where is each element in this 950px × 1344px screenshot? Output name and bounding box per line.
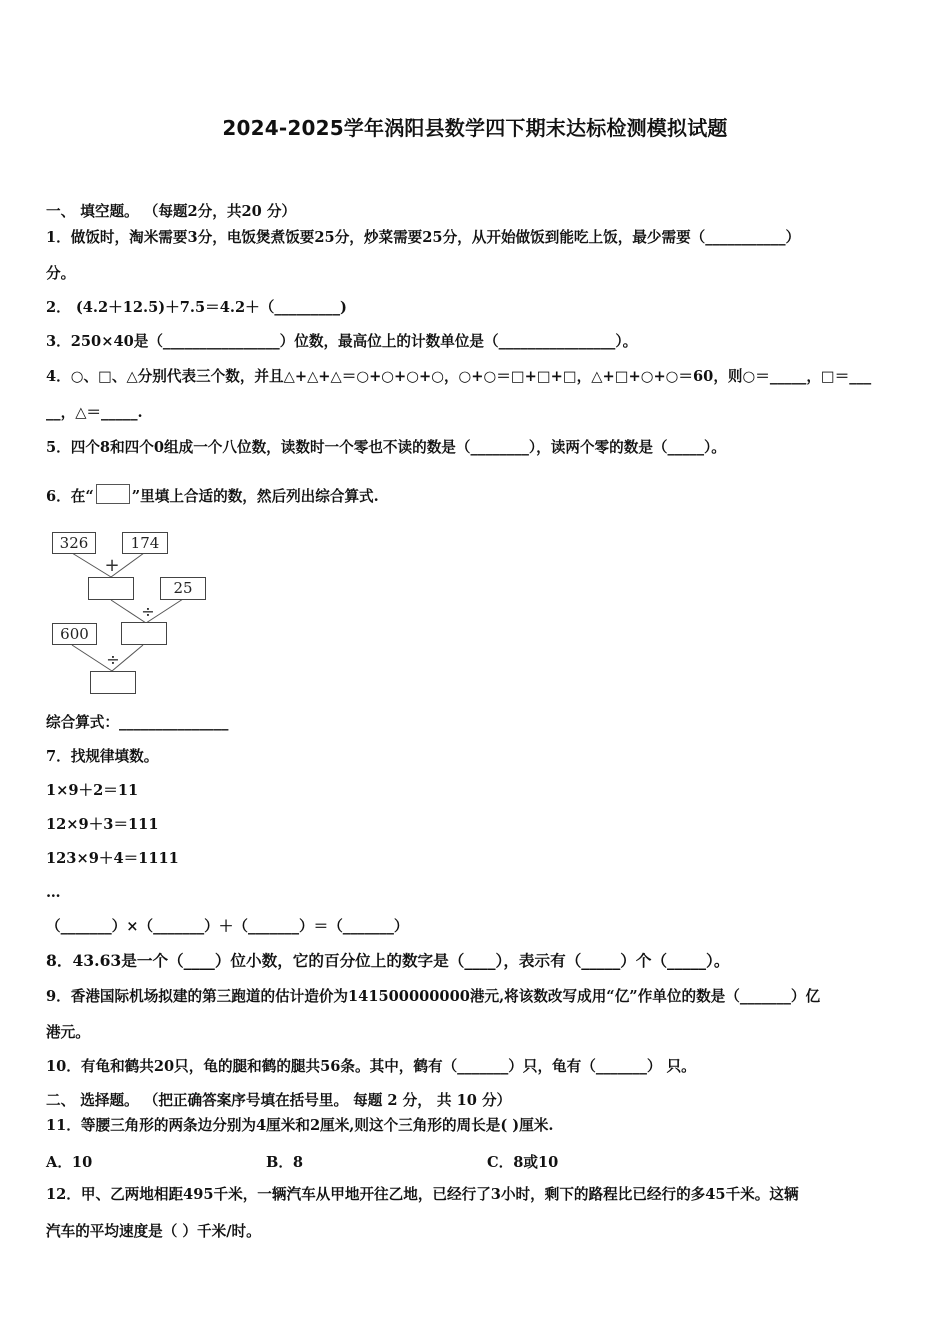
option-c: C．8或10 bbox=[487, 1154, 559, 1171]
pattern-row-blank: （_______）×（_______）＋（_______）＝（_______） bbox=[46, 918, 409, 935]
figure-number-326: 326 bbox=[52, 532, 96, 554]
pattern-ellipsis: … bbox=[46, 884, 61, 901]
question-12-continued: 汽车的平均速度是（ ）千米/时。 bbox=[46, 1223, 261, 1240]
plus-operator: + bbox=[104, 555, 120, 576]
question-6-suffix: ”里填上合适的数，然后列出综合算式. bbox=[131, 488, 379, 505]
question-1-continued: 分。 bbox=[46, 265, 76, 282]
question-2: 2． (4.2＋12.5)＋7.5＝4.2＋（_________) bbox=[46, 299, 347, 316]
pattern-row-3: 123×9＋4＝1111 bbox=[46, 850, 179, 867]
option-b: B．8 bbox=[266, 1154, 304, 1171]
question-11: 11．等腰三角形的两条边分别为4厘米和2厘米,则这个三角形的周长是( )厘米. bbox=[46, 1117, 554, 1134]
figure-blank-box-1 bbox=[88, 577, 134, 600]
question-7: 7．找规律填数。 bbox=[46, 748, 159, 765]
divide-operator-2: ÷ bbox=[106, 650, 120, 669]
figure-number-174: 174 bbox=[122, 532, 168, 554]
pattern-row-2: 12×9＋3＝111 bbox=[46, 816, 159, 833]
question-3: 3．250×40是（________________）位数，最高位上的计数单位是（________________）。 bbox=[46, 333, 638, 350]
figure-blank-box-3 bbox=[90, 671, 136, 694]
combined-formula-line: 综合算式：_______________ bbox=[46, 714, 229, 731]
page-title: 2024-2025学年涡阳县数学四下期末达标检测模拟试题 bbox=[222, 116, 728, 140]
divide-operator-1: ÷ bbox=[141, 602, 155, 621]
blank-box-icon bbox=[96, 484, 130, 504]
question-9: 9．香港国际机场拟建的第三跑道的估计造价为141500000000港元,将该数改写成用“亿”作单位的数是（_______）亿 bbox=[46, 988, 821, 1005]
pattern-row-1: 1×9＋2＝11 bbox=[46, 782, 139, 799]
question-1: 1．做饭时，淘米需要3分，电饭煲煮饭要25分，炒菜需要25分，从开始做饭到能吃上饭，最少需要（___________） bbox=[46, 229, 801, 246]
question-12: 12．甲、乙两地相距495千米，一辆汽车从甲地开往乙地，已经行了3小时，剩下的路程比已经行的多45千米。这辆 bbox=[46, 1186, 799, 1203]
section-heading-fill-blank: 一、 填空题。 （每题2分，共20 分） bbox=[46, 203, 297, 220]
question-9-continued: 港元。 bbox=[46, 1024, 90, 1041]
question-4-continued: __，△＝_____. bbox=[46, 404, 143, 421]
question-6 bbox=[46, 484, 908, 507]
question-10: 10．有龟和鹤共20只，龟的腿和鹤的腿共56条。其中，鹤有（_______）只，龟有（_______） 只。 bbox=[46, 1058, 696, 1075]
figure-number-25: 25 bbox=[160, 577, 206, 600]
question-5: 5．四个8和四个0组成一个八位数，读数时一个零也不读的数是（________），读两个零的数是（_____）。 bbox=[46, 439, 726, 456]
question-4: 4．○、□、△分别代表三个数，并且△+△+△＝○+○+○+○，○+○＝□+□+□，△+□+○+○＝60，则○＝_____，□＝___ bbox=[46, 368, 872, 385]
question-6-prefix: 6．在“ bbox=[46, 488, 94, 505]
section-heading-choice: 二、 选择题。 （把正确答案序号填在括号里。 每题 2 分， 共 10 分） bbox=[46, 1092, 512, 1109]
question-8: 8．43.63是一个（____）位小数，它的百分位上的数字是（____），表示有（_____）个（_____）。 bbox=[46, 951, 730, 970]
figure-blank-box-2 bbox=[121, 622, 167, 645]
figure-number-600: 600 bbox=[52, 623, 97, 645]
option-a: A．10 bbox=[46, 1154, 93, 1171]
